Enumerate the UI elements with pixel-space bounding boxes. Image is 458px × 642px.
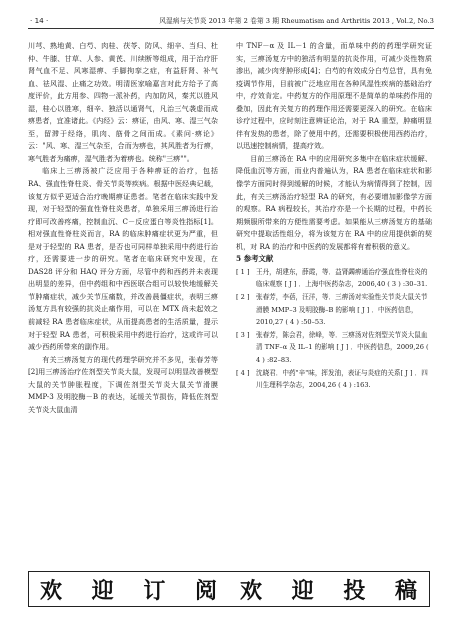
banner-submit-text: 欢 迎 投 稿: [240, 577, 428, 604]
reference-number: [ 4 ]: [236, 368, 250, 377]
left-column: [28, 40, 218, 416]
page-header: [28, 14, 434, 29]
reference-item: [236, 291, 432, 329]
reference-text: 张春芳，陈会君，徐峰，等．三痹汤对佐剂型关节炎大鼠血清 TNF–α 及 IL–1 的影响 [ J ] ．中医药信息，2009,26 ( 4 ) :82–83.: [256, 330, 429, 365]
reference-item: [236, 367, 432, 392]
reference-list: [236, 266, 432, 392]
subscription-banner: [28, 571, 430, 607]
reference-number: [ 3 ]: [236, 330, 250, 339]
right-column: [236, 40, 432, 392]
page-number: · 14 ·: [30, 16, 49, 25]
banner-subscribe-text: 欢 迎 订 阅: [40, 577, 228, 604]
journal-title: 风湿病与关节炎 2013 年第 2 卷第 3 期 Rheumatism and Arthritis 2013 , Vol.2, No.3: [159, 17, 434, 25]
reference-text: 张春芳，李蓓，汪洋，等．三痹汤对实验性关节炎大鼠关节滑膜 MMP–3 及明胶酶–B 的影响 [ J ] ．中医药信息，2010,27 ( 4 ) :50–53.: [256, 293, 428, 327]
reference-text: 王丹，胡建东，薛霞，等．益肾蠲痹通治疗强直性脊柱炎的临床观察 [ J ] ．上海中医药杂志，2006,40 ( 3 ) :30–31.: [256, 267, 428, 289]
reference-number: [ 2 ]: [236, 293, 250, 302]
paragraph: 中 TNF－α 及 IL－1 的含量，而单味中药的药理学研究证实，三痹汤复方中的独活有明显的抗炎作用，可减少炎性物质渗出，减少肉芽肿形成[4]；白芍的有效成分白芍总苷，具有免疫调节作用，目前被广泛地应用在各种风湿性疾病的基础治疗中，疗效肯定。中药复方的作用原理不是简单的单味药作用的叠加，因此有关复方的药理作用还需要更深入的研究。在临床诊疗过程中，应时刻注意辨证论治，对于 RA 重型，肿痛明显伴有发热的患者，除了使用中药，还需要积极使用西药治疗，以迅速控制病情，提高疗效。: [236, 41, 432, 151]
paragraph: 目前三痹汤在 RA 中的应用研究多集中在临床症状缓解、降低血沉等方面，而业内普遍认为，RA 患者在临床症状和影像学方面同时得到缓解的时候，才能认为病情得到了控制，因此，有关三痹汤治疗轻型 RA 的研究，有必要增加影像学方面的观察。RA 病程较长，其治疗亦是一个长期的过程，中药长期频服所带来的方便性需要考虑。如果能从三痹汤复方的基础研究中提取活性组分，将为该复方在 RA 中的应用提供新的契机，对 RA 的治疗和中医药的发展都将有着积极的意义。: [236, 153, 432, 251]
reference-number: [ 1 ]: [236, 267, 250, 276]
reference-item: [236, 329, 432, 367]
reference-item: [236, 266, 432, 291]
paragraph: 有关三痹汤复方的现代药理学研究并不多见，张春芳等[2]用三痹汤治疗佐剂型关节炎大鼠，发现可以明显改善模型大鼠的关节肿胀程度，下调佐剂型关节炎大鼠关节滑膜 MMP-3 及明胶酶－B 的表达，延缓关节损伤，降低佐剂型关节炎大鼠血清: [28, 354, 218, 414]
references-heading: 5 参考文献: [236, 254, 274, 264]
reference-text: 沈晓君．中药"辛"味，挥发油，表证与炎症的关系[ J ] ．四川生理科学杂志，2004,26 ( 4 ) :163.: [256, 368, 428, 390]
paragraph: 川芎、熟地黄、白芍、肉桂、茯苓、防风、细辛、当归、杜仲、牛膝、甘草、人参、黄芪、川续断等组成，用于治疗肝肾气血不足、风寒湿痹、手脚拘挛之症，有益肝肾、补气血、祛风湿、止痛之功效。明清医家喻嘉言对此方给予了高度评价，此方用参、四物一派补药，内加防风，秦艽以胜风湿，桂心以胜寒，细辛、独活以通肾气，凡治三气袭虚而成痹患者，宜准诸此。《内经》云：痹证，由风、寒、湿三气杂至，留滞于经络，肌肉、筋骨之间而成。《素问·痹论》云："风、寒、湿三气杂至，合而为痹也，其风胜者为行痹，寒气胜者为痛痹，湿气胜者为着痹也。统称"三痹""。: [28, 41, 218, 163]
paragraph: 临床上三痹汤被广泛应用于各种痹证的治疗，包括 RA、强直性脊柱炎、骨关节炎等疾病。根据中医经典记载，该复方似乎更适合治疗晚期痹证患者。笔者在临床实践中发现，对于轻型的强直性脊柱炎患者，单独采用三痹汤进行治疗即可改善疼痛，控制血沉、C－反应蛋白等炎性指标[1]。相对强直性脊柱炎而言，RA 的临床肿痛症状更为严重，但是对于轻型的 RA 患者，是否也可同样单独采用中药进行治疗，还需要进一步的研究。笔者在临床研究中发现，在 DAS28 评分和 HAQ 评分方面，尽管中药和西药并未表现出明显的差异，但中药组和中西医联合组可以较快地缓解关节肿痛症状，减少关节压痛数，并改善晨僵症状，表明三痹汤复方具有较强的抗炎止痛作用，可以在 MTX 尚未起效之前减轻 RA 患者临床症状，从而提高患者的生活质量，提示对于轻型 RA 患者，可积极采用中药进行治疗，这或许可以减少西药所带来的副作用。: [28, 166, 218, 352]
